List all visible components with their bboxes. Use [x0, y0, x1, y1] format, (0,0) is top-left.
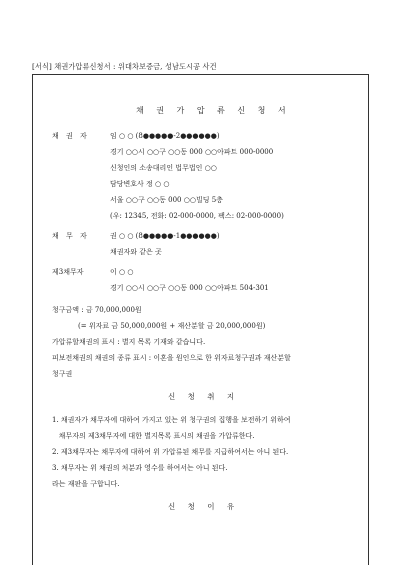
purpose-line: 1. 채권자가 채무자에 대하여 가지고 있는 위 청구권의 집행을 보전하기 위하여: [52, 416, 291, 424]
creditor-name: 임 ○ ○ (8●●●●●-2●●●●●●): [110, 132, 220, 140]
creditor-lawyer: 담당변호사 정 ○ ○: [110, 180, 170, 188]
third-debtor-label: 제3채무자: [52, 268, 84, 276]
debtor-label: 채 무 자: [52, 232, 90, 240]
purpose-line: 3. 채무자는 위 채권의 처분과 영수를 하여서는 아니 된다.: [52, 464, 228, 472]
claim-breakdown: (= 위자료 금 50,000,000원 + 재산분할 금 20,000,000원): [78, 322, 266, 330]
reason-heading: 신 청 이 유: [168, 502, 240, 511]
preserved-claim-line1: 피보전채권의 채권의 종류 표시 : 이혼을 원인으로 한 위자료청구권과 재산분할: [52, 354, 291, 362]
preserved-claim-line2: 청구권: [52, 370, 73, 378]
creditor-address: 경기 ○○시 ○○구 ○○동 000 ○○아파트 000-0000: [110, 148, 274, 156]
third-debtor-address: 경기 ○○시 ○○구 ○○동 000 ○○아파트 504-301: [110, 284, 269, 292]
debtor-address: 채권자와 같은 곳: [110, 248, 162, 256]
debtor-name: 권 ○ ○ (8●●●●●-1●●●●●●): [110, 232, 220, 240]
seized-claim: 가압류할채권의 표시 : 별지 목록 기재와 같습니다.: [52, 338, 206, 346]
purpose-line: 라는 재판을 구합니다.: [52, 480, 120, 488]
purpose-heading: 신 청 취 지: [168, 392, 240, 401]
creditor-office: 서울 ○○구 ○○동 000 ○○빌딩 5층: [110, 196, 223, 204]
form-caption: [서식] 채권가압류신청서 : 위대차보증금, 성남도시공 사건: [32, 62, 217, 71]
application-document: [32, 74, 369, 565]
creditor-agent: 신청인의 소송대리인 법무법인 ○○: [110, 164, 217, 172]
purpose-line: 2. 제3채무자는 채무자에 대하여 위 가압류된 채무를 지급하여서는 아니 된다.: [52, 448, 289, 456]
creditor-label: 채 권 자: [52, 132, 90, 140]
document-title: 채 권 가 압 류 신 청 서: [136, 106, 291, 115]
creditor-contact: (우: 12345, 전화: 02-000-0000, 팩스: 02-000-0000): [110, 212, 284, 220]
purpose-line: 채무자의 제3채무자에 대한 별지목록 표시의 채권을 가압류한다.: [52, 432, 255, 440]
third-debtor-name: 이 ○ ○: [110, 268, 134, 276]
claim-amount: 청구금액 : 금 70,000,000원: [52, 306, 142, 314]
